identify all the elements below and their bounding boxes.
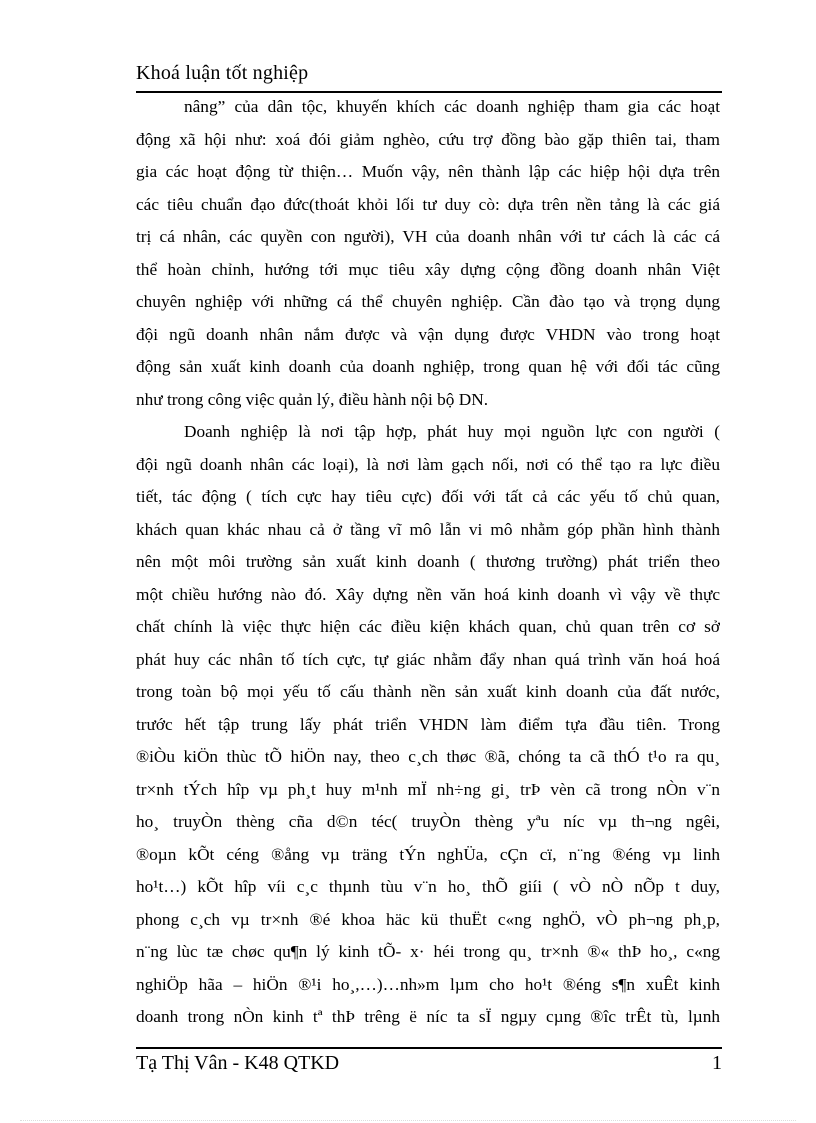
page-header-title: Khoá luận tốt nghiệp (136, 62, 309, 84)
text-line: trị cá nhân, các quyền con người), VH của doanh nhân với tư cách là các cá (136, 227, 720, 246)
page-number: 1 (712, 1052, 722, 1074)
text-line: ®oµn kÕt céng ®ång vµ träng tÝn nghÜa, cÇn cï, n¨ng ®éng vµ linh (136, 844, 720, 864)
text-line: các tiêu chuẩn đạo đức(thoát khỏi lối tư duy cò: dựa trên nền tảng là các giá (136, 194, 720, 214)
text-line: động xã hội như: xoá đói giảm nghèo, cứu trợ đồng bào gặp thiên tai, tham (136, 129, 720, 149)
text-line: n¨ng lùc tæ chøc qu¶n lý kinh tÕ- x· héi trong qu¸ tr×nh ®« thÞ ho¸, c«ng (136, 942, 720, 961)
text-line: trong toàn bộ mọi yếu tố cấu thành nền sản xuất kinh doanh của đất nước, (136, 682, 720, 701)
paragraph-1 (136, 91, 720, 416)
text-line: khách quan khác nhau cả ở tầng vĩ mô lẫn vi mô nhằm góp phần hình thành (136, 519, 720, 539)
footer-author: Tạ Thị Vân - K48 QTKD (136, 1052, 340, 1074)
text-line: ho¸ truyÒn thèng cña d©n téc( truyÒn thèng yªu níc vµ th¬ng ngêi, (136, 812, 720, 831)
text-line: doanh trong nÒn kinh tª thÞ trêng ë níc ta sÏ ngµy cµng ®îc trÊt tù, lµnh (136, 1007, 720, 1026)
document-body (136, 91, 720, 1034)
paragraph-2 (136, 416, 720, 1034)
text-line: trước hết tập trung lấy phát triển VHDN làm điểm tựa đầu tiên. Trong (136, 714, 720, 734)
text-line: ho¹t…) kÕt hîp víi c¸c thµnh tùu v¨n ho¸ thÕ giíi ( vÒ nÒ nÕp t duy, (136, 877, 720, 896)
text-line: thể hoàn chỉnh, hướng tới mục tiêu xây dựng cộng đồng doanh nhân Việt (136, 259, 720, 279)
text-line: phong c¸ch vµ tr×nh ®é khoa häc kü thuËt c«ng nghÖ, vÒ ph¬ng ph¸p, (136, 909, 720, 929)
text-line: một chiều hướng nào đó. Xây dựng nền văn hoá kinh doanh vì vậy về thực (136, 584, 720, 604)
text-line: như trong công việc quản lý, điều hành nội bộ DN. (136, 389, 489, 409)
text-line: phát huy các nhân tố tích cực, tự giác nhằm đẩy nhan quá trình văn hoá hoá (136, 649, 720, 669)
text-line: đội ngũ doanh nhân các loại), là nơi làm gạch nối, nơi có thể tạo ra lực điều (136, 454, 720, 474)
text-line: gia các hoạt động từ thiện… Muốn vậy, nên thành lập các hiệp hội dựa trên (136, 162, 720, 181)
text-line: ®iÒu kiÖn thùc tÕ hiÖn nay, theo c¸ch thøc ®ã, chóng ta cã thÓ t¹o ra qu¸ (136, 747, 720, 766)
text-line: chuyên nghiệp với những cá thể chuyên nghiệp. Cần đào tạo và trọng dụng (136, 292, 720, 311)
text-line: đội ngũ doanh nhân nắm được và vận dụng được VHDN vào trong hoạt (136, 324, 720, 344)
text-line: nâng” của dân tộc, khuyến khích các doanh nghiệp tham gia các hoạt (184, 97, 720, 116)
text-line: động sản xuất kinh doanh của doanh nghiệp, trong quan hệ với đối tác cũng (136, 357, 720, 376)
footer-divider (136, 1047, 722, 1049)
text-line: Doanh nghiệp là nơi tập hợp, phát huy mọi nguồn lực con người ( (184, 422, 720, 441)
text-line: tr×nh tÝch hîp vµ ph¸t huy m¹nh mÏ nh÷ng gi¸ trÞ vèn cã trong nÒn v¨n (136, 779, 720, 799)
text-line: chất chính là việc thực hiện các điều kiện khách quan, chủ quan trên cơ sở (136, 617, 720, 636)
page-edge-dotted-line (20, 1120, 796, 1121)
text-line: nên một môi trường sản xuất kinh doanh ( thương trường) phát triển theo (136, 552, 720, 571)
text-line: tiết, tác động ( tích cực hay tiêu cực) đối với tất cả các yếu tố chủ quan, (136, 487, 720, 506)
text-line: nghiÖp hãa – hiÖn ®¹i ho¸,…)…nh»m lµm cho ho¹t ®éng s¶n xuÊt kinh (136, 974, 720, 994)
